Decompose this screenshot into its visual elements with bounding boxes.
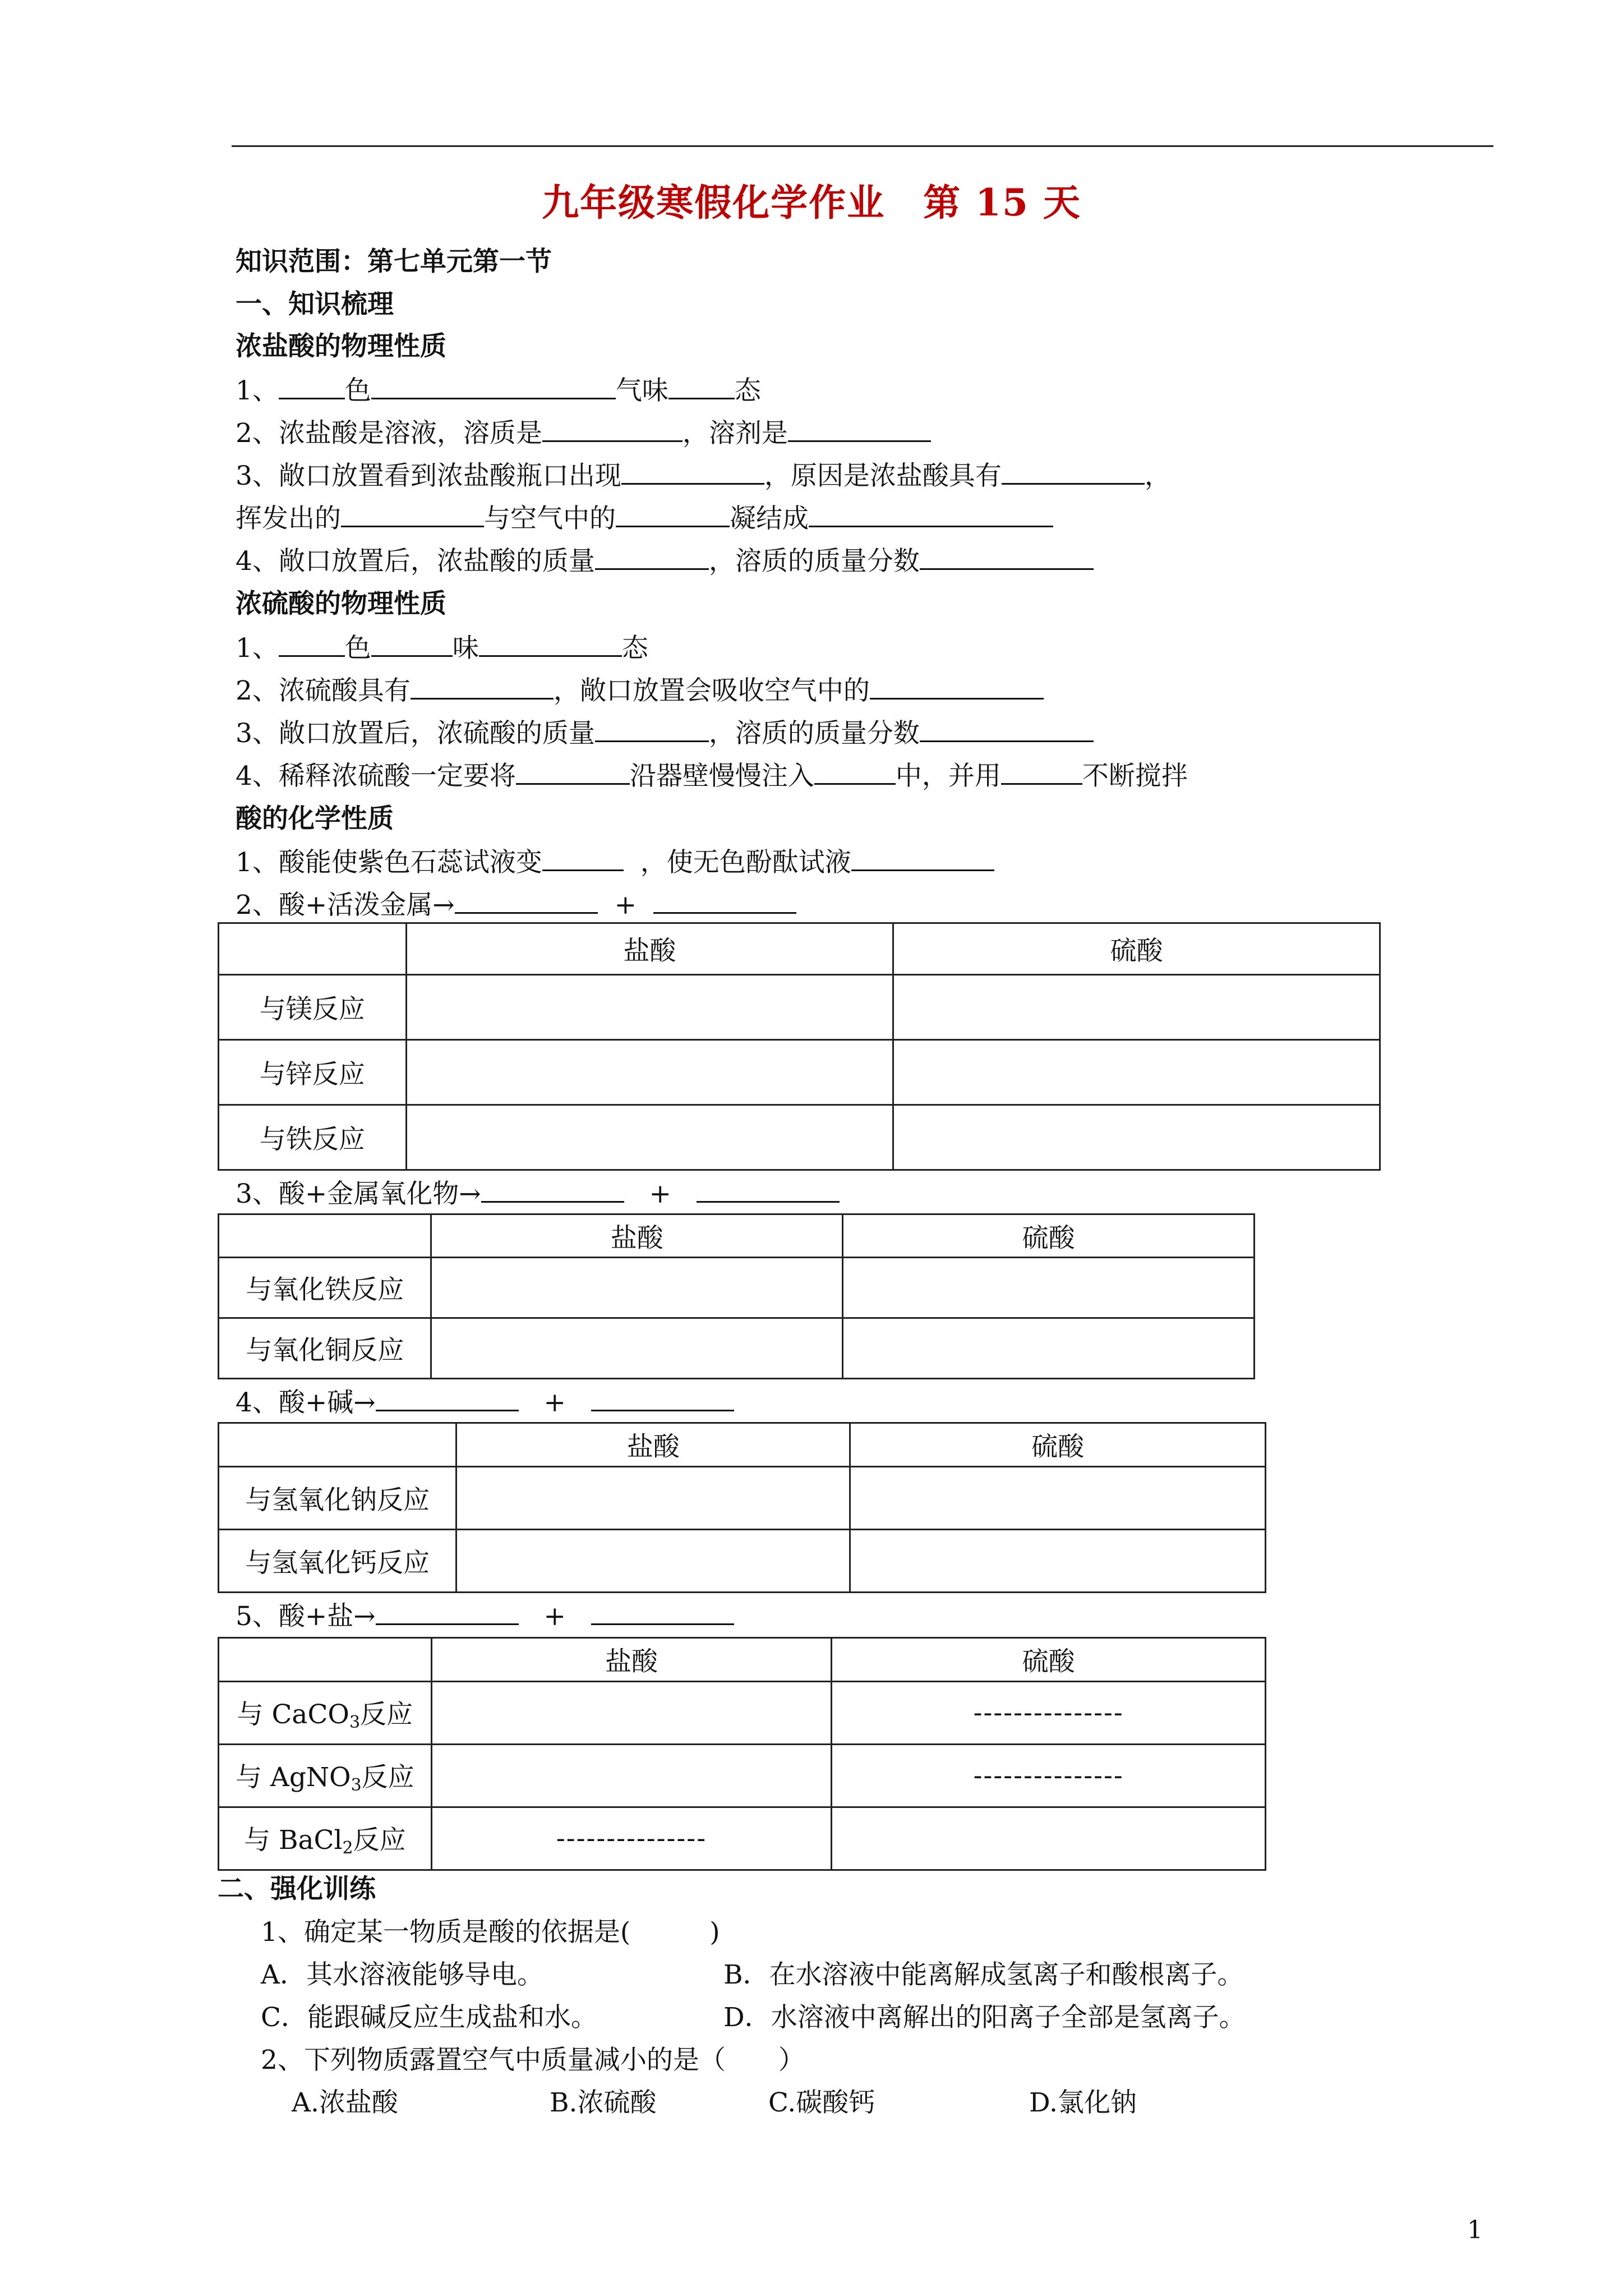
answer-blank[interactable] (920, 544, 1094, 570)
acid-chem-heading: 酸的化学性质 (236, 803, 394, 834)
answer-cell[interactable] (850, 1467, 1266, 1530)
answer-blank[interactable] (591, 1599, 734, 1625)
row-label: 与 AgNO$_3$反应 (219, 1745, 432, 1807)
question-1-option-b[interactable]: B．在水溶液中能离解成氢离子和酸根离子。 (723, 1959, 1244, 1990)
table-row (219, 1258, 1255, 1318)
hcl-line-2: 2、浓盐酸是溶液，溶质是 ，溶剂是 (236, 416, 931, 450)
answer-blank[interactable] (851, 845, 994, 871)
answer-blank[interactable] (455, 887, 598, 914)
answer-blank[interactable] (542, 845, 624, 871)
question-2-option-b[interactable]: B.浓硫酸 (550, 2087, 657, 2118)
row-label: 与氧化铁反应 (219, 1258, 431, 1318)
answer-cell[interactable] (406, 1040, 893, 1105)
row-label: 与镁反应 (219, 975, 407, 1040)
answer-cell[interactable] (406, 1105, 893, 1170)
answer-blank[interactable] (595, 716, 709, 742)
answer-cell[interactable] (431, 1318, 843, 1379)
hcl-line-4: 4、敞口放置后，浓盐酸的质量 ，溶质的质量分数 (236, 544, 1094, 578)
answer-blank[interactable] (481, 1176, 624, 1203)
answer-blank[interactable] (376, 1599, 519, 1625)
answer-cell[interactable] (457, 1467, 850, 1530)
answer-blank[interactable] (697, 1176, 840, 1203)
acid-line-1: 1、酸能使紫色石蕊试液变 ，使无色酚酞试液 (236, 845, 994, 880)
answer-cell[interactable] (457, 1530, 850, 1593)
corner-cell (219, 1423, 457, 1467)
answer-blank[interactable] (814, 758, 896, 785)
corner-cell (219, 923, 407, 975)
header-rule (232, 145, 1493, 147)
table-row (219, 1105, 1380, 1170)
answer-cell[interactable] (893, 1105, 1380, 1170)
table-header-row (219, 1214, 1255, 1258)
question-2-stem: 2、下列物质露置空气中质量减小的是（ ） (261, 2045, 805, 2076)
answer-blank[interactable] (668, 373, 735, 399)
answer-blank[interactable] (371, 631, 453, 657)
hcl-line-3b: 挥发出的 与空气中的 凝结成 (236, 501, 1053, 536)
answer-cell[interactable] (832, 1807, 1266, 1870)
page-number: 1 (1467, 2216, 1483, 2244)
table-header-row (219, 923, 1380, 975)
table-acid-salt (218, 1637, 1266, 1871)
answer-cell[interactable] (843, 1258, 1255, 1318)
acid-line-5: 5、酸+盐→ + (236, 1599, 734, 1634)
hcl-line-3: 3、敞口放置看到浓盐酸瓶口出现 ，原因是浓盐酸具有 ， (236, 458, 1171, 493)
table-row (219, 1040, 1380, 1105)
row-label: 与 CaCO$_3$反应 (219, 1682, 432, 1745)
answer-blank[interactable] (788, 416, 931, 442)
answer-cell[interactable] (893, 975, 1380, 1040)
answer-blank[interactable] (1001, 758, 1082, 785)
answer-blank[interactable] (376, 1385, 519, 1411)
col-header-hcl: 盐酸 (457, 1423, 850, 1467)
answer-blank[interactable] (591, 1385, 734, 1411)
not-applicable-cell: --------------- (832, 1682, 1266, 1745)
col-header-hcl: 盐酸 (431, 1214, 843, 1258)
col-header-h2so4: 硫酸 (893, 923, 1380, 975)
answer-blank[interactable] (1002, 458, 1145, 485)
section-heading-1: 一、知识梳理 (236, 289, 394, 320)
h2so4-line-4: 4、稀释浓硫酸一定要将 沿器壁慢慢注入 中，并用 不断搅拌 (236, 758, 1188, 793)
hcl-heading: 浓盐酸的物理性质 (236, 331, 446, 362)
answer-blank[interactable] (279, 373, 345, 399)
row-label: 与锌反应 (219, 1040, 407, 1105)
answer-blank[interactable] (595, 544, 709, 570)
acid-line-4: 4、酸+碱→ + (236, 1385, 734, 1420)
table-header-row (219, 1423, 1266, 1467)
answer-cell[interactable] (431, 1682, 832, 1745)
answer-blank[interactable] (621, 458, 764, 485)
answer-blank[interactable] (411, 673, 554, 700)
table-acid-base (218, 1422, 1266, 1593)
table-acid-metal (218, 922, 1381, 1171)
col-header-h2so4: 硫酸 (850, 1423, 1266, 1467)
table-row (219, 1682, 1266, 1745)
hcl-line-1: 1、 色 气味 态 (236, 373, 761, 408)
h2so4-line-1: 1、 色 味 态 (236, 631, 648, 665)
h2so4-line-2: 2、浓硫酸具有 ，敞口放置会吸收空气中的 (236, 673, 1044, 708)
answer-cell[interactable] (431, 1258, 843, 1318)
col-header-hcl: 盐酸 (431, 1638, 832, 1682)
question-2-option-c[interactable]: C.碳酸钙 (768, 2087, 875, 2118)
question-1-option-c[interactable]: C．能跟碱反应生成盐和水。 (261, 2002, 597, 2033)
question-1-stem: 1、确定某一物质是酸的依据是( ) (261, 1917, 720, 1948)
col-header-hcl: 盐酸 (406, 923, 893, 975)
table-acid-oxide (218, 1213, 1255, 1379)
table-row (219, 1807, 1266, 1870)
row-label: 与氧化铜反应 (219, 1318, 431, 1379)
not-applicable-cell: --------------- (431, 1807, 832, 1870)
acid-line-2: 2、酸+活泼金属→ + (236, 887, 796, 922)
answer-blank[interactable] (616, 501, 730, 527)
corner-cell (219, 1214, 431, 1258)
table-row (219, 1530, 1266, 1593)
row-label: 与氢氧化钙反应 (219, 1530, 457, 1593)
col-header-h2so4: 硫酸 (843, 1214, 1255, 1258)
corner-cell (219, 1638, 432, 1682)
h2so4-line-3: 3、敞口放置后，浓硫酸的质量 ，溶质的质量分数 (236, 716, 1094, 751)
question-2-option-d[interactable]: D.氯化钠 (1029, 2087, 1137, 2118)
scope-line: 知识范围：第七单元第一节 (236, 246, 552, 277)
row-label: 与氢氧化钠反应 (219, 1467, 457, 1530)
answer-blank[interactable] (516, 758, 630, 785)
acid-line-3: 3、酸+金属氧化物→ + (236, 1176, 840, 1211)
question-2-option-a[interactable]: A.浓盐酸 (292, 2087, 398, 2118)
section-heading-2: 二、强化训练 (218, 1874, 376, 1904)
answer-blank[interactable] (542, 416, 683, 442)
table-row (219, 1467, 1266, 1530)
answer-cell[interactable] (431, 1745, 832, 1807)
col-header-h2so4: 硫酸 (832, 1638, 1266, 1682)
answer-cell[interactable] (850, 1530, 1266, 1593)
page-title: 九年级寒假化学作业 第 15 天 (542, 181, 1081, 224)
answer-cell[interactable] (406, 975, 893, 1040)
answer-blank[interactable] (479, 631, 622, 657)
h2so4-heading: 浓硫酸的物理性质 (236, 588, 446, 619)
answer-blank[interactable] (371, 373, 616, 399)
table-row (219, 1318, 1255, 1379)
answer-cell[interactable] (843, 1318, 1255, 1379)
answer-cell[interactable] (893, 1040, 1380, 1105)
table-header-row (219, 1638, 1266, 1682)
answer-blank[interactable] (920, 716, 1094, 742)
row-label: 与铁反应 (219, 1105, 407, 1170)
question-1-option-d[interactable]: D．水溶液中离解出的阳离子全部是氢离子。 (723, 2002, 1246, 2033)
table-row (219, 975, 1380, 1040)
row-label: 与 BaCl$_2$反应 (219, 1807, 432, 1870)
answer-blank[interactable] (279, 631, 345, 657)
not-applicable-cell: --------------- (832, 1745, 1266, 1807)
answer-blank[interactable] (653, 887, 796, 914)
question-1-option-a[interactable]: A．其水溶液能够导电。 (261, 1959, 543, 1990)
answer-blank[interactable] (870, 673, 1044, 700)
answer-blank[interactable] (809, 501, 1053, 527)
answer-blank[interactable] (341, 501, 484, 527)
table-row (219, 1745, 1266, 1807)
